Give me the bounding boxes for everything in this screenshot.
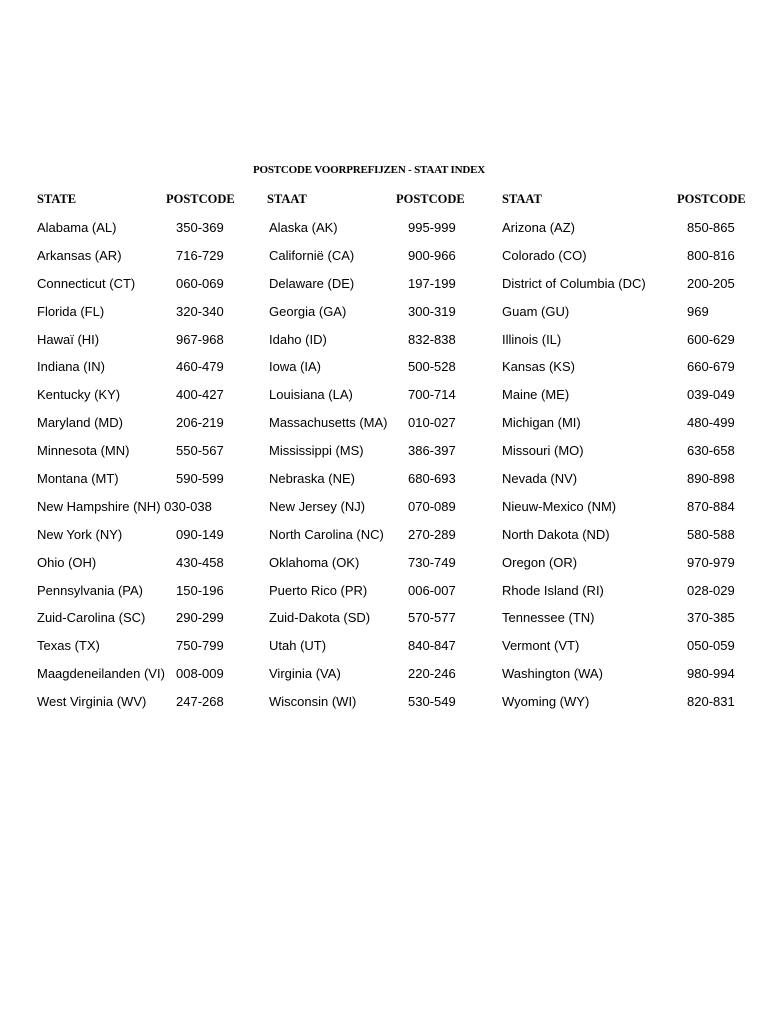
state-name-cell: Puerto Rico (PR) — [269, 582, 368, 598]
postcode-cell: 530-549 — [408, 694, 456, 710]
state-name-cell: Ohio (OH) — [37, 554, 97, 570]
state-name-cell: New Hampshire (NH) 030-038 — [37, 498, 212, 514]
postcode-cell: 090-149 — [176, 526, 224, 542]
state-name-cell: Georgia (GA) — [269, 303, 347, 319]
postcode-cell: 820-831 — [687, 694, 735, 710]
postcode-cell: 070-089 — [408, 498, 456, 514]
state-name-cell: Idaho (ID) — [269, 331, 327, 347]
state-name-cell: Delaware (DE) — [269, 275, 355, 291]
header-postcode-1: POSTCODE — [166, 192, 235, 206]
state-name-cell: Arizona (AZ) — [502, 220, 575, 235]
state-name-cell: Maryland (MD) — [37, 415, 123, 431]
postcode-cell: 028-029 — [687, 582, 735, 598]
postcode-cell: 600-629 — [687, 331, 735, 347]
state-name-cell: Guam (GU) — [502, 303, 570, 319]
postcode-cell: 039-049 — [687, 387, 735, 403]
postcode-cell: 270-289 — [408, 526, 456, 542]
postcode-cell: 995-999 — [408, 220, 456, 235]
postcode-cell: 150-196 — [176, 582, 224, 598]
state-name-cell: Nieuw-Mexico (NM) — [502, 498, 617, 514]
state-name-cell: New Jersey (NJ) — [269, 498, 366, 514]
table-row — [0, 381, 768, 409]
state-name-cell: Mississippi (MS) — [269, 443, 364, 459]
state-name-cell: Colorado (CO) — [502, 247, 587, 263]
postcode-cell: 680-693 — [408, 471, 456, 487]
state-name-cell: Pennsylvania (PA) — [37, 582, 143, 598]
postcode-cell: 900-966 — [408, 247, 456, 263]
postcode-cell: 197-199 — [408, 275, 456, 291]
postcode-cell: 220-246 — [408, 666, 456, 682]
state-name-cell: West Virginia (WV) — [37, 694, 147, 710]
state-name-cell: Massachusetts (MA) — [269, 415, 388, 431]
state-name-cell: Louisiana (LA) — [269, 387, 353, 403]
header-postcode-3: POSTCODE — [677, 192, 746, 206]
postcode-cell: 700-714 — [408, 387, 456, 403]
state-name-cell: Maine (ME) — [502, 387, 570, 403]
postcode-cell: 630-658 — [687, 443, 735, 459]
postcode-cell: 400-427 — [176, 387, 224, 403]
state-name-cell: North Carolina (NC) — [269, 526, 384, 542]
state-name-cell: Alaska (AK) — [269, 220, 338, 235]
postcode-cell: 890-898 — [687, 471, 735, 487]
state-name-cell: District of Columbia (DC) — [502, 275, 646, 291]
postcode-cell: 010-027 — [408, 415, 456, 431]
postcode-cell: 570-577 — [408, 610, 456, 626]
postcode-cell: 750-799 — [176, 638, 224, 654]
header-state-3: STAAT — [502, 192, 542, 206]
state-name-cell: Alabama (AL) — [37, 220, 117, 235]
postcode-cell: 300-319 — [408, 303, 456, 319]
postcode-cell: 206-219 — [176, 415, 224, 431]
table-row — [0, 298, 768, 326]
postcode-cell: 386-397 — [408, 443, 456, 459]
state-name-cell: Minnesota (MN) — [37, 443, 130, 459]
state-name-cell: Wyoming (WY) — [502, 694, 590, 710]
state-name-cell: Oklahoma (OK) — [269, 554, 360, 570]
state-name-cell: Californië (CA) — [269, 247, 355, 263]
state-name-cell: Nebraska (NE) — [269, 471, 355, 487]
state-name-cell: Maagdeneilanden (VI) — [37, 666, 165, 682]
table-row — [0, 577, 768, 605]
state-name-cell: Zuid-Carolina (SC) — [37, 610, 146, 626]
state-name-cell: North Dakota (ND) — [502, 526, 610, 542]
state-name-cell: Vermont (VT) — [502, 638, 580, 654]
table-row — [0, 604, 768, 632]
postcode-cell: 247-268 — [176, 694, 224, 710]
table-row — [0, 493, 768, 521]
postcode-cell: 480-499 — [687, 415, 735, 431]
postcode-cell: 716-729 — [176, 247, 224, 263]
state-name-cell: Utah (UT) — [269, 638, 327, 654]
postcode-cell: 969 — [687, 303, 709, 319]
postcode-cell: 800-816 — [687, 247, 735, 263]
state-name-cell: Missouri (MO) — [502, 443, 584, 459]
state-name-cell: Rhode Island (RI) — [502, 582, 604, 598]
table-row — [0, 214, 768, 242]
postcode-cell: 460-479 — [176, 359, 224, 375]
postcode-cell: 970-979 — [687, 554, 735, 570]
table-row — [0, 688, 768, 716]
state-name-cell: Wisconsin (WI) — [269, 694, 357, 710]
table-row — [0, 437, 768, 465]
state-name-cell: Tennessee (TN) — [502, 610, 595, 626]
postcode-cell: 967-968 — [176, 331, 224, 347]
state-name-cell: Kansas (KS) — [502, 359, 575, 375]
state-name-cell: Iowa (IA) — [269, 359, 322, 375]
postcode-cell: 350-369 — [176, 220, 224, 235]
state-name-cell: Nevada (NV) — [502, 471, 578, 487]
table-row — [0, 242, 768, 270]
header-state-1: STATE — [37, 192, 77, 206]
state-name-cell: Texas (TX) — [37, 638, 100, 654]
table-row — [0, 326, 768, 354]
postcode-cell: 050-059 — [687, 638, 735, 654]
postcode-cell: 550-567 — [176, 443, 224, 459]
state-name-cell: Montana (MT) — [37, 471, 119, 487]
postcode-cell: 980-994 — [687, 666, 735, 682]
state-index-table — [0, 214, 768, 716]
postcode-cell: 320-340 — [176, 303, 224, 319]
postcode-cell: 500-528 — [408, 359, 456, 375]
postcode-cell: 850-865 — [687, 220, 735, 235]
postcode-cell: 580-588 — [687, 526, 735, 542]
postcode-cell: 290-299 — [176, 610, 224, 626]
postcode-cell: 832-838 — [408, 331, 456, 347]
page-title: POSTCODE VOORPREFIJZEN - STAAT INDEX — [253, 164, 485, 176]
table-row — [0, 270, 768, 298]
postcode-cell: 840-847 — [408, 638, 456, 654]
postcode-cell: 430-458 — [176, 554, 224, 570]
state-name-cell: Michigan (MI) — [502, 415, 581, 431]
state-name-cell: Washington (WA) — [502, 666, 603, 682]
table-row — [0, 465, 768, 493]
state-name-cell: Oregon (OR) — [502, 554, 578, 570]
state-name-cell: Indiana (IN) — [37, 359, 105, 375]
state-name-cell: Florida (FL) — [37, 303, 105, 319]
table-row — [0, 632, 768, 660]
postcode-cell: 370-385 — [687, 610, 735, 626]
postcode-cell: 660-679 — [687, 359, 735, 375]
state-name-cell: Arkansas (AR) — [37, 247, 122, 263]
table-row — [0, 521, 768, 549]
postcode-cell: 060-069 — [176, 275, 224, 291]
state-name-cell: Connecticut (CT) — [37, 275, 136, 291]
table-row — [0, 353, 768, 381]
state-name-cell: Kentucky (KY) — [37, 387, 121, 403]
state-name-cell: Hawaï (HI) — [37, 331, 100, 347]
header-postcode-2: POSTCODE — [396, 192, 465, 206]
header-state-2: STAAT — [267, 192, 307, 206]
postcode-cell: 870-884 — [687, 498, 735, 514]
table-row — [0, 409, 768, 437]
state-name-cell: Virginia (VA) — [269, 666, 341, 682]
postcode-cell: 008-009 — [176, 666, 224, 682]
state-name-cell: Illinois (IL) — [502, 331, 562, 347]
table-row — [0, 549, 768, 577]
state-name-cell: Zuid-Dakota (SD) — [269, 610, 371, 626]
table-row — [0, 660, 768, 688]
state-name-cell: New York (NY) — [37, 526, 123, 542]
postcode-cell: 200-205 — [687, 275, 735, 291]
postcode-cell: 730-749 — [408, 554, 456, 570]
postcode-cell: 590-599 — [176, 471, 224, 487]
postcode-cell: 006-007 — [408, 582, 456, 598]
